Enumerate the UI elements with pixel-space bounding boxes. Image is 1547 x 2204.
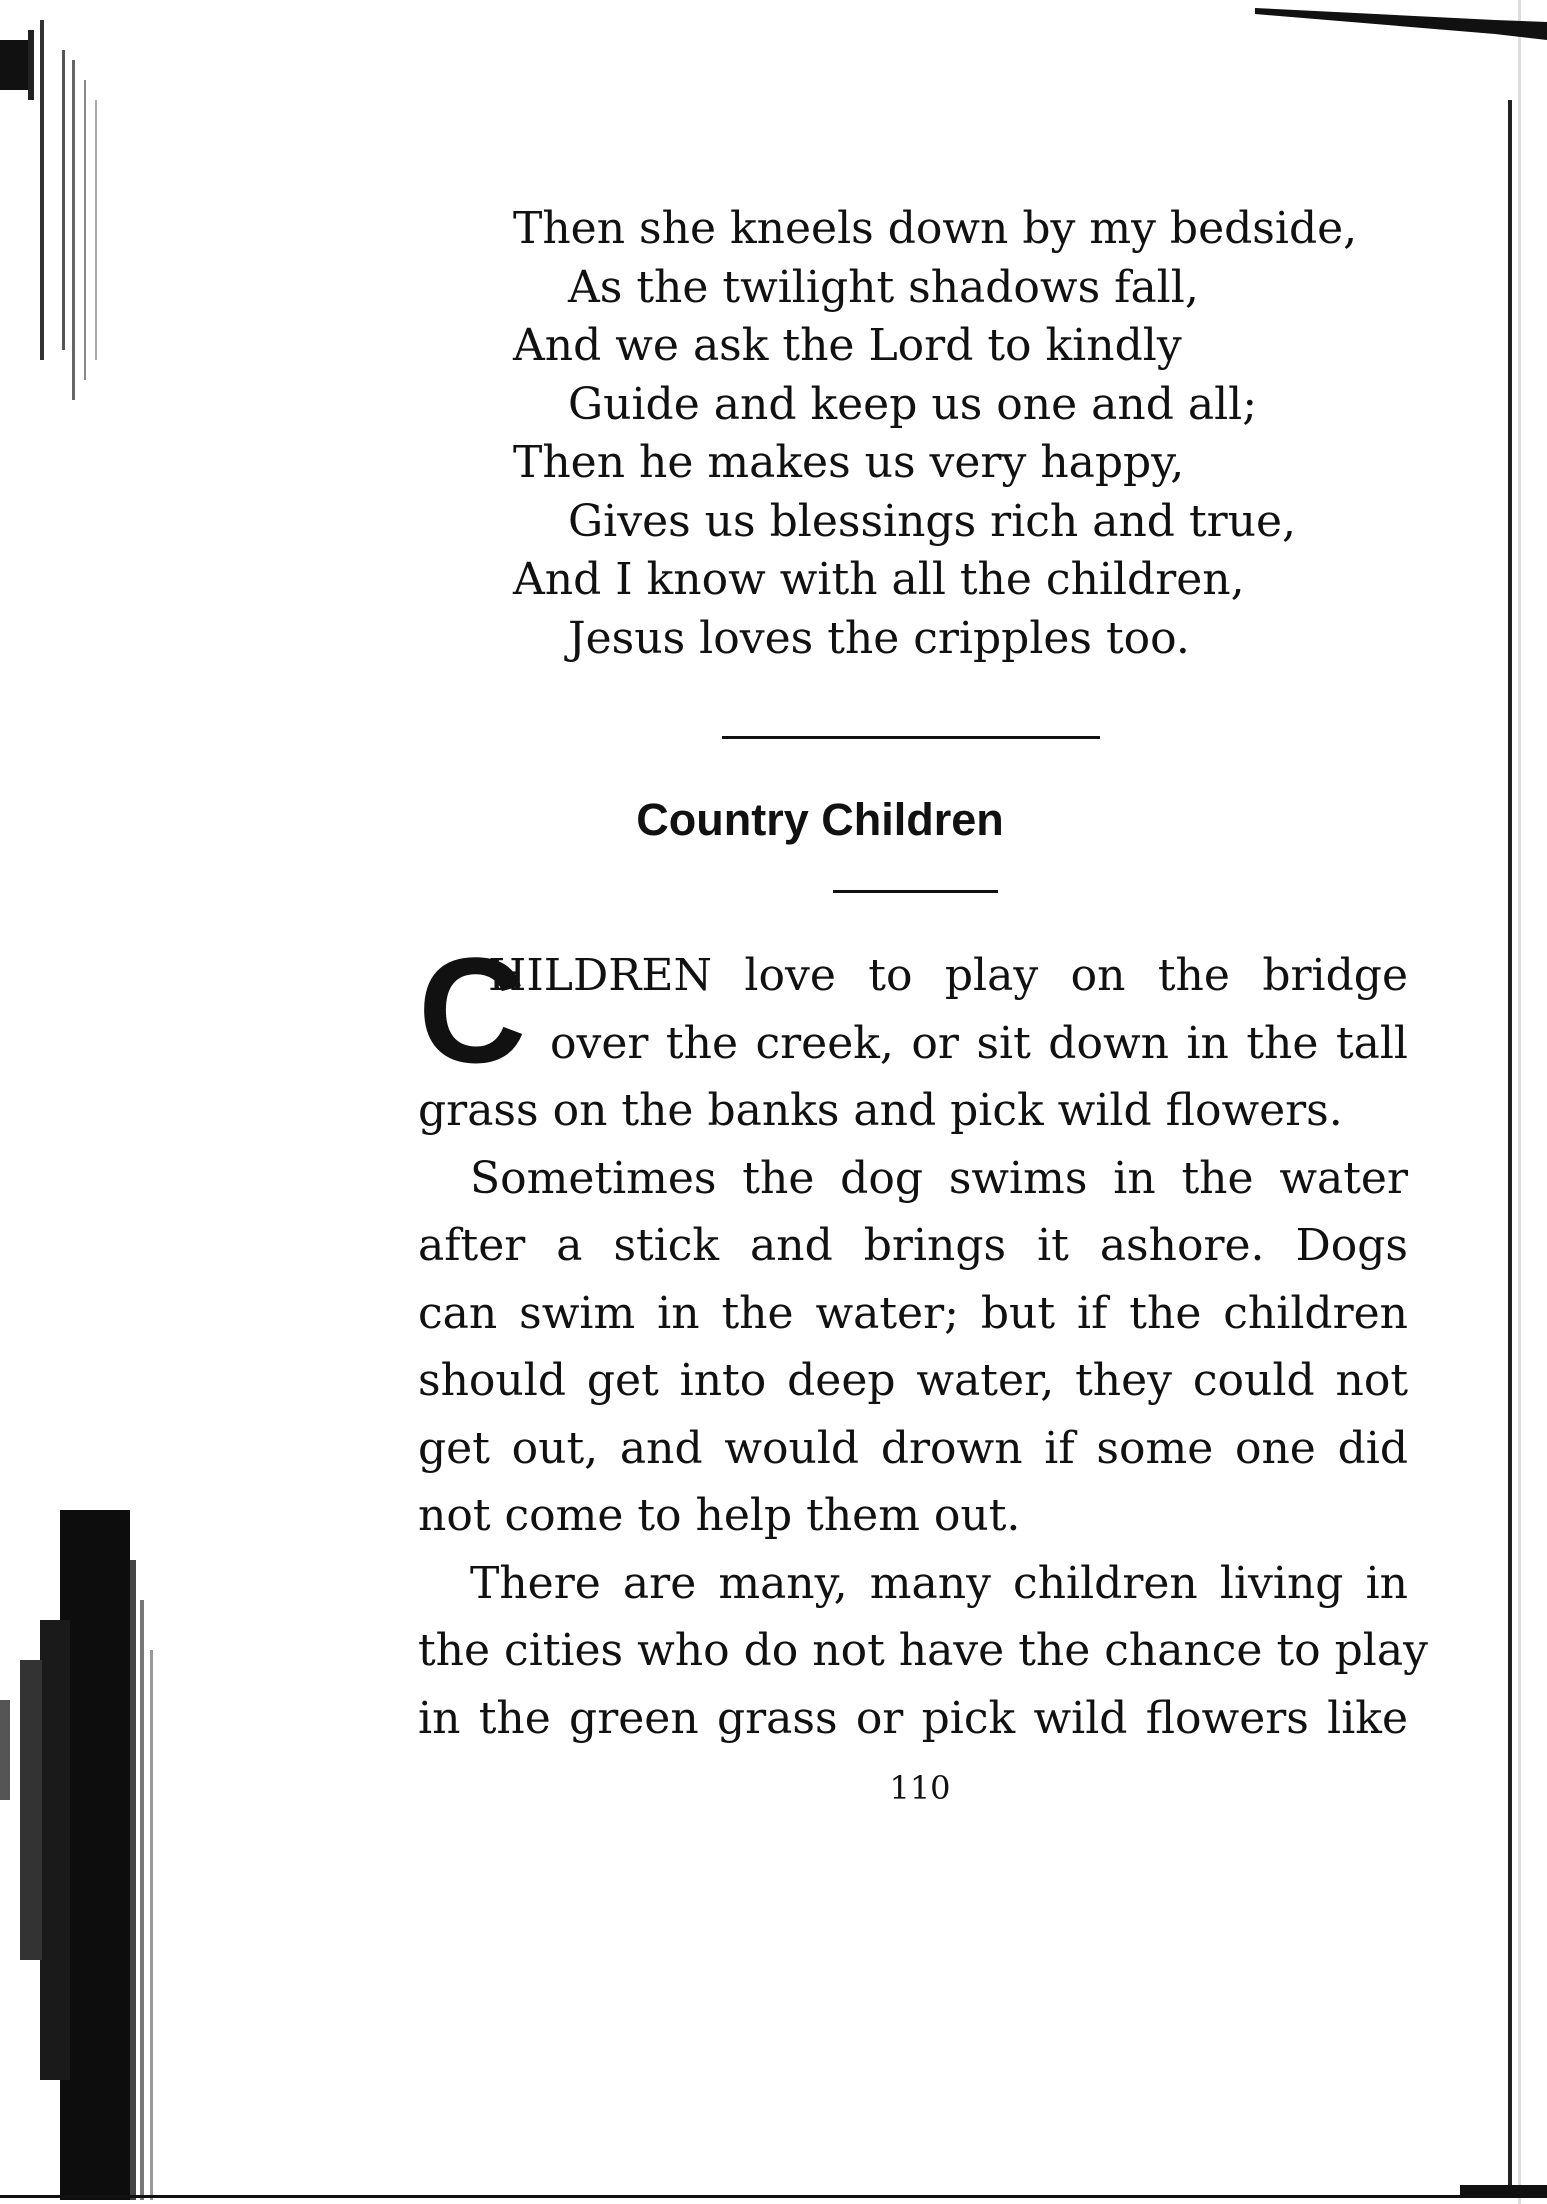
- section-divider-bottom: [833, 890, 998, 893]
- text-line: HILDREN love to play on the bridge: [488, 950, 1408, 1001]
- text-line: get out, and would drown if some one did: [418, 1422, 1408, 1474]
- text-line: the cities who do not have the chance to play: [418, 1625, 1428, 1676]
- text-line: There are many, many children living in: [470, 1557, 1408, 1609]
- scan-binding-shadow-top: [0, 20, 110, 400]
- text-line: over the creek, or sit down in the tall: [550, 1017, 1408, 1069]
- text-line: can swim in the water; but if the children: [418, 1287, 1408, 1339]
- section-divider-top: [722, 736, 1100, 739]
- text-line: in the green grass or pick wild flowers like: [418, 1692, 1408, 1744]
- page-number: 110: [889, 1769, 951, 1807]
- scan-bottom-edge: [0, 2185, 1547, 2204]
- poem-line: And we ask the Lord to kindly: [513, 320, 1182, 371]
- text-line: Sometimes the dog swims in the water: [470, 1152, 1408, 1204]
- poem-line: Then she kneels down by my bedside,: [513, 203, 1358, 254]
- text-line: should get into deep water, they could not: [418, 1355, 1408, 1406]
- poem-line: Then he makes us very happy,: [513, 437, 1185, 488]
- text-line: grass on the banks and pick wild flowers.: [418, 1085, 1343, 1136]
- drop-cap: C: [418, 926, 527, 1094]
- body-text: [418, 1077, 1428, 1752]
- poem-line: And I know with all the children,: [513, 554, 1245, 605]
- text-line: not come to help them out.: [418, 1490, 1021, 1541]
- scan-right-edge: [1500, 0, 1547, 2204]
- section-title: Country Children: [636, 794, 1004, 845]
- poem-line: Guide and keep us one and all;: [568, 378, 1258, 430]
- poem-line: Gives us blessings rich and true,: [568, 495, 1297, 547]
- scan-binding-shadow-bottom: [0, 1500, 160, 2200]
- poem-stanza: [513, 200, 1413, 668]
- poem-line: Jesus loves the cripples too.: [568, 612, 1190, 664]
- scan-top-mark: [1255, 0, 1547, 45]
- poem-line: As the twilight shadows fall,: [568, 261, 1199, 313]
- opening-lines: [488, 942, 1408, 1077]
- text-line: after a stick and brings it ashore. Dogs: [418, 1220, 1408, 1271]
